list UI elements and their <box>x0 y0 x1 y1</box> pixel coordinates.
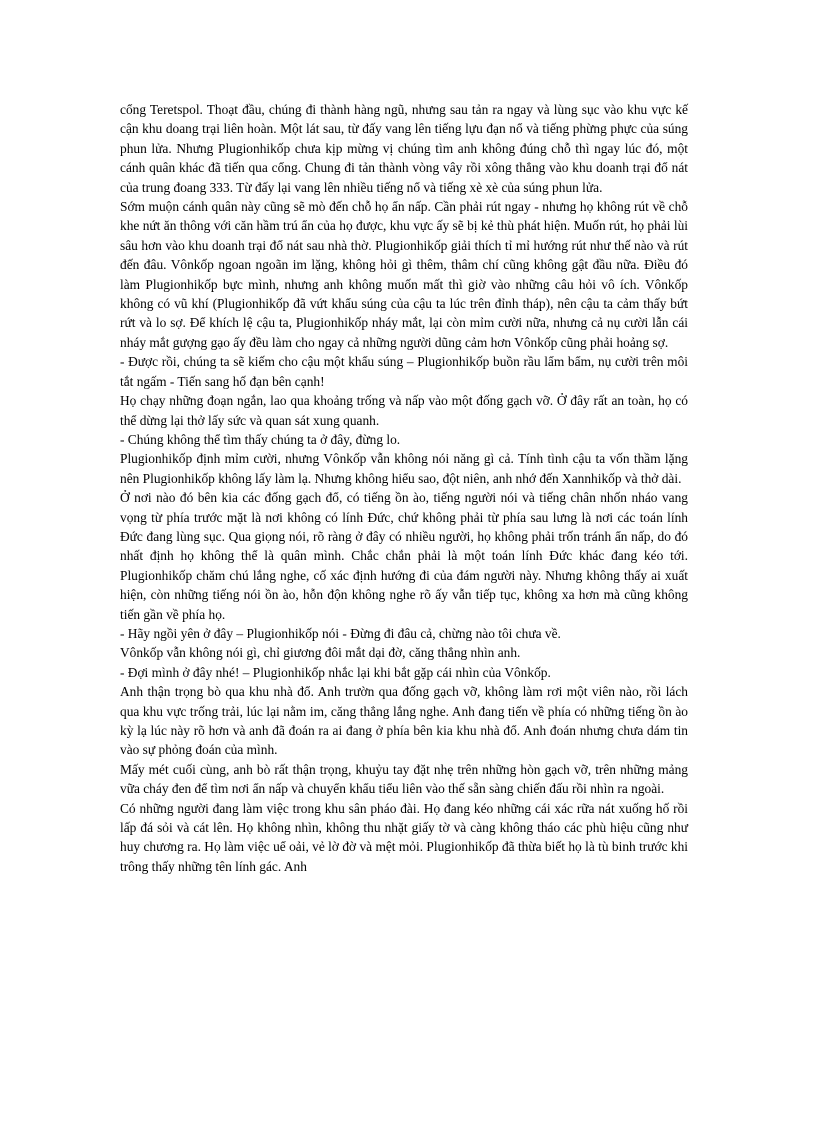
document-page <box>120 100 688 876</box>
paragraph: Plugionhikốp định mỉm cười, nhưng Vônkốp vẫn không nói năng gì cả. Tính tình cậu ta vốn thầm lặng nên Plugionhikốp không lấy làm lạ. Nhưng không hiểu sao, đột niên, anh nhớ đến Xannhikốp và thở dài. <box>120 451 688 486</box>
paragraph: Sớm muộn cánh quân này cũng sẽ mò đến chỗ họ ẩn nấp. Cần phải rút ngay - nhưng họ không rút về chỗ khe nứt ăn thông với căn hầm trú ẩn của họ được, khu vực ấy sẽ bị kẻ thù phát hiện. Muốn rút, họ phải lùi sâu hơn vào khu doanh trại đổ nát sau nhà thờ. Plugionhikốp giải thích tỉ mỉ hướng rút như thế nào và rút đến đâu. Vônkốp ngoan ngoãn im lặng, không hỏi gì thêm, thâm chí cũng không gật đầu nữa. Điều đó làm Plugionhikốp bực mình, nhưng anh không muốn mất thì giờ vào những câu hỏi vô ích. Vônkốp không có vũ khí (Plugionhikốp đã vứt khẩu súng của cậu ta lúc trên đỉnh tháp), nên cậu ta cảm thấy bứt rứt và lo sợ. Để khích lệ cậu ta, Plugionhikốp nháy mắt, lại còn mỉm cười nữa, nhưng cả nụ cười lẫn cái nháy mắt gượng gạo ấy đều làm cho ngay cả những người dũng cảm hơn Vônkốp cũng phải hoảng sợ. <box>120 199 688 350</box>
paragraph: cổng Teretspol. Thoạt đầu, chúng đi thành hàng ngũ, nhưng sau tản ra ngay và lùng sục vào khu vực kế cận khu doang trại liên hoàn. Một lát sau, từ đấy vang lên tiếng lựu đạn nổ và tiếng phừng phực của súng phun lửa. Nhưng Plugionhikốp chưa kịp mừng vị chúng tìm anh không đúng chỗ thì ngay lúc đó, một cánh quân khác đã tiến qua cổng. Chung đi tản thành vòng vây rồi xông thẳng vào khu doanh trại đổ nát của trung đoang 333. Từ đấy lại vang lên nhiều tiếng nổ và tiếng xè xè của súng phun lửa. <box>120 102 688 195</box>
paragraph: - Được rồi, chúng ta sẽ kiếm cho cậu một khẩu súng – Plugionhikốp buồn rầu lẩm bẩm, nụ cười trên môi tắt ngấm - Tiến sang hố đạn bên cạnh! <box>120 354 688 389</box>
paragraph: Mấy mét cuối cùng, anh bò rất thận trọng, khuỷu tay đặt nhẹ trên những hòn gạch vỡ, trên những mảng vữa cháy đen để tìm nơi ẩn nấp và chuyển khẩu tiểu liên vào thế sẵn sàng chiến đấu rồi nhìn ra ngoài. <box>120 761 688 797</box>
paragraph: - Hãy ngồi yên ở đây – Plugionhikốp nói - Đừng đi đâu cả, chừng nào tôi chưa về. <box>120 625 561 641</box>
paragraph: - Đợi mình ở đây nhé! – Plugionhikốp nhắc lại khi bắt gặp cái nhìn của Vônkốp. <box>120 664 551 680</box>
paragraph: Họ chạy những đoạn ngắn, lao qua khoảng trống và nấp vào một đống gạch vỡ. Ở đây rất an toàn, họ có thể dừng lại thở lấy sức và quan sát xung quanh. <box>120 393 688 428</box>
paragraph: Vônkốp vẫn không nói gì, chỉ giương đôi mắt dại đờ, căng thẳng nhìn anh. <box>120 645 521 661</box>
paragraph: - Chúng không thể tìm thấy chúng ta ở đây, đừng lo. <box>120 431 401 447</box>
paragraph: Anh thận trọng bò qua khu nhà đổ. Anh trườn qua đống gạch vỡ, không làm rơi một viên nào, rồi lách qua khu vực trống trải, lúc lại nằm im, căng thẳng lắng nghe. Anh đang tiến về phía có những tiếng ồn ào kỳ lạ lúc này rõ hơn và anh đã đoán ra ai đang ở phía bên kia khu nhà đổ. Anh đoán nhưng chưa dám tin vào sự phỏng đoán của mình. <box>120 684 688 758</box>
paragraph: Có những người đang làm việc trong khu sân pháo đài. Họ đang kéo những cái xác rữa nát xuống hố rồi lấp đá sỏi và cát lên. Họ không nhìn, không thu nhặt giấy tờ và càng không tháo các phù hiệu cũng như huy chương ra. Họ làm việc uể oải, vẻ lờ đờ và mệt mỏi. Plugionhikốp đã thừa biết họ là tù binh trước khi trông thấy những tên lính gác. Anh <box>120 800 688 874</box>
paragraph: Ở nơi nào đó bên kia các đống gạch đổ, có tiếng ồn ào, tiếng người nói và tiếng chân nhốn nháo vang vọng từ phía trước mặt là nơi không có lính Đức, chứ không phải từ phía sau lưng là nơi các toán lính Đức đang lùng sục. Qua giọng nói, rõ ràng ở đây có nhiều người, họ không phải trốn tránh ẩn nấp, do đó nhất định họ không thể là quân mình. Chắc chắn phải là một toán lính Đức khác đang kéo tới. Plugionhikốp chăm chú lắng nghe, cố xác định hướng đi của đám người này. Nhưng không thấy ai xuất hiện, còn những tiếng nói ồn ào, hỗn độn không nghe rõ ấy vẫn tiếp tục, không xa hơn mà cũng không tiến gần về phía họ. <box>120 490 688 622</box>
